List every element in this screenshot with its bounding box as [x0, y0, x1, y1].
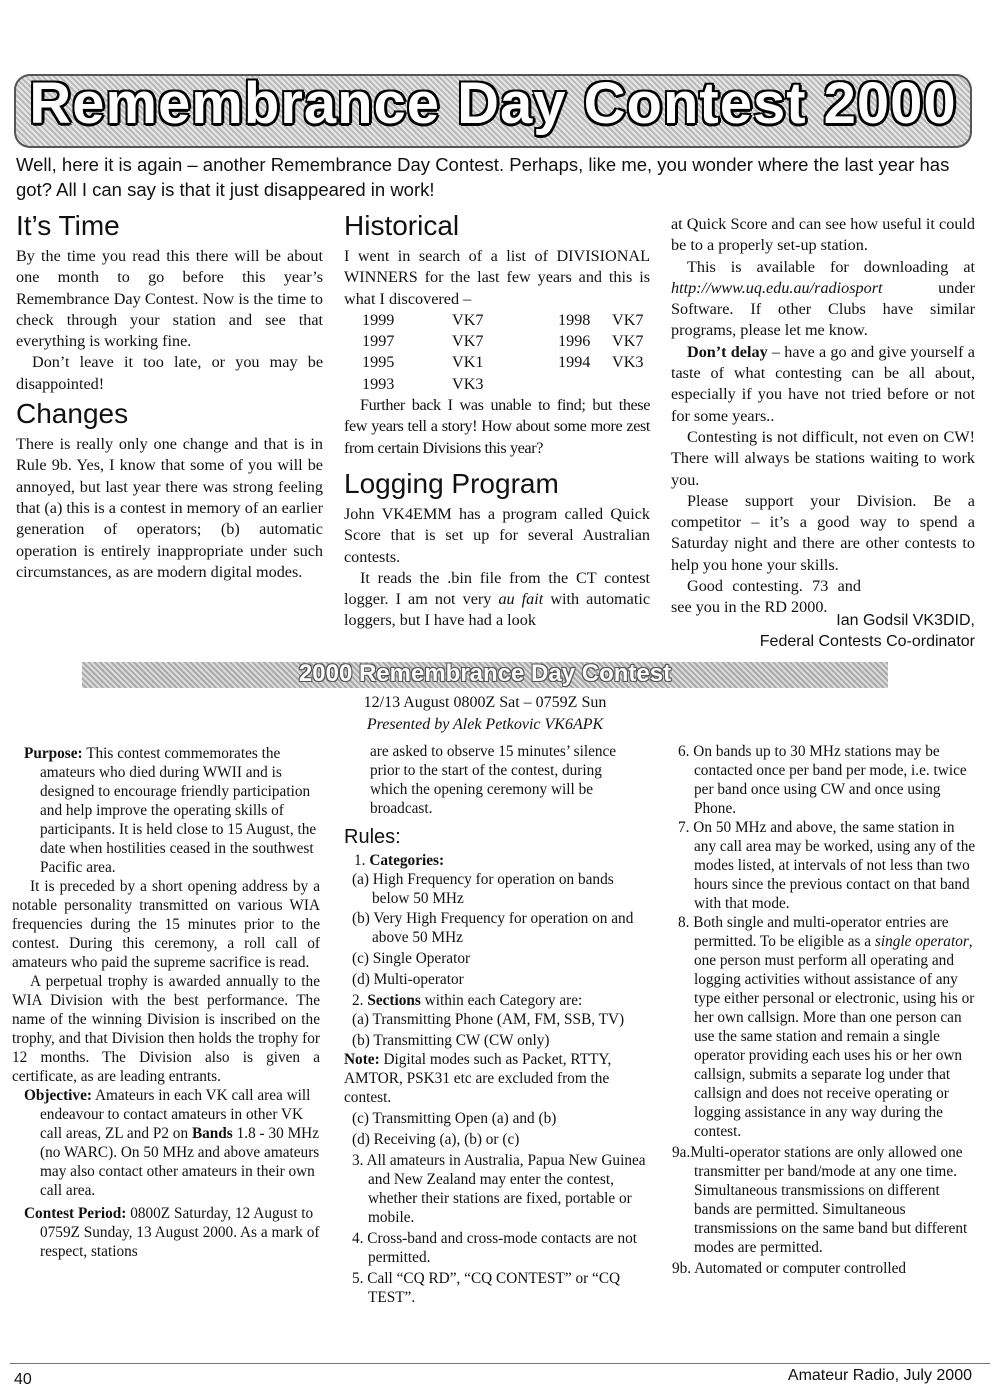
sections-label: Sections [367, 992, 421, 1009]
changes-heading: Changes [16, 398, 129, 430]
winner-call: VK7 [452, 332, 484, 351]
winners-row [362, 352, 643, 373]
contest-dates-block [300, 693, 670, 735]
winner-call: VK1 [452, 353, 484, 372]
contest-dates: 12/13 August 0800Z Sat – 0759Z Sun [363, 694, 607, 711]
rule-4: 4. Cross-band and cross-mode contacts are not permitted. [352, 1230, 638, 1266]
rule-8-text: 8. Both single and multi-operator entries are permitted. To be eligible as a [678, 914, 949, 950]
objective-text: Amateurs in each VK call area will endeavour to contact amateurs in other VK call areas, ZL and P2 on [40, 1087, 311, 1142]
page-title: Remembrance Day Contest 2000 [29, 74, 957, 136]
rule-9b: 9b. Automated or computer controlled [672, 1260, 907, 1277]
winners-table [362, 310, 643, 395]
intro-paragraph: Well, here it is again – another Remembrance Day Contest. Perhaps, like me, you wonder where the last year has got? All I can say is that it just disappeared in work! [16, 154, 950, 200]
signature-title: Federal Contests Co-ordinator [759, 633, 975, 650]
column-3 [671, 214, 975, 619]
logging-text-emphasis: au fait [498, 590, 544, 609]
rule-number: 2. [352, 992, 364, 1009]
rules-banner-title: 2000 Remembrance Day Contest [298, 660, 672, 687]
rule-8-text-b: , one person must perform all operating and logging activities without assistance of any type either personal or electronic, using his or her own callsign. More than one person can use the same station and remain a single operator providing each uses his or her own callsign, submits a separate log under that callsign and does not receive operating or logging assistance in any way during the contest. [694, 933, 975, 1140]
rule-2 [344, 991, 652, 1010]
magazine-issue: Amateur Radio, July 2000 [787, 1367, 972, 1384]
logging-text-b: with automatic loggers, but I have had a look [344, 590, 651, 630]
its-time-heading: It’s Time [16, 210, 120, 241]
objective-label: Objective: [24, 1087, 92, 1104]
winner-year: 1997 [362, 332, 395, 351]
rule-1 [344, 851, 652, 870]
trophy-paragraph: A perpetual trophy is awarded annually to the WIA Division with the best performance. The name of the winning Division is inscribed on the trophy, and that Division then holds the trophy for 12 months. The Division also is given a certificate, as are leading entrants. [12, 973, 320, 1085]
rule-number: 1. [354, 852, 366, 869]
rules-column-2 [344, 742, 652, 1307]
winners-row [362, 310, 643, 331]
column-2 [344, 210, 650, 632]
ceremony-paragraph: It is preceded by a short opening address by a notable personality transmitted on various WIA frequencies during the 15 minutes prior to the contest. During this ceremony, a roll call of amateurs who paid the supreme sacrifice is read. [12, 878, 320, 971]
winner-year: 1994 [558, 353, 591, 372]
column-1 [16, 210, 323, 583]
rule-1a: (a) High Frequency for operation on bands below 50 MHz [352, 871, 614, 907]
rule-2a: (a) Transmitting Phone (AM, FM, SSB, TV) [352, 1011, 625, 1028]
objective-paragraph [12, 1086, 320, 1200]
winners-row [362, 331, 643, 352]
note-text: Digital modes such as Packet, RTTY, AMTOR, PSK31 etc are excluded from the contest. [344, 1051, 612, 1106]
winner-year: 1999 [362, 310, 395, 329]
download-text: This is available for downloading at [687, 257, 975, 276]
dont-delay-label: Don’t delay [687, 342, 768, 361]
logging-heading: Logging Program [344, 467, 559, 499]
rule-9a: 9a.Multi-operator stations are only allowed one transmitter per band/mode at any one time. Simultaneous transmissions on different bands are permitted. Simultaneous transmissions on the same band but different modes are permitted. [672, 1144, 968, 1256]
rule-2c: (c) Transmitting Open (a) and (b) [352, 1110, 557, 1127]
winner-year [558, 374, 612, 395]
rules-column-1 [12, 744, 320, 1261]
download-url-link[interactable]: http://www.uq.edu.au/radiosport [671, 278, 883, 297]
page-number: 40 [14, 1371, 32, 1388]
rule-1c: (c) Single Operator [352, 950, 471, 967]
winner-year: 1998 [558, 310, 591, 329]
rule-1b: (b) Very High Frequency for operation on and above 50 MHz [352, 910, 634, 946]
rule-2d: (d) Receiving (a), (b) or (c) [352, 1131, 520, 1148]
winners-row [362, 374, 643, 395]
single-operator-emphasis: single operator [874, 933, 969, 950]
rules-heading: Rules: [344, 826, 401, 848]
winner-call [612, 374, 643, 395]
winner-call: VK7 [612, 332, 644, 351]
rule-1d: (d) Multi-operator [352, 971, 464, 988]
signature-name: Ian Godsil VK3DID, [836, 612, 975, 629]
col3-paragraph-3 [671, 342, 975, 427]
rule-3: 3. All amateurs in Australia, Papua New Guinea and New Zealand may enter the contest, whether their stations are fixed, portable or mobile. [352, 1152, 646, 1226]
period-text: 0800Z Saturday, 12 August to 0759Z Sunday, 13 August 2000. As a mark of respect, stations [40, 1205, 320, 1260]
historical-heading: Historical [344, 210, 460, 241]
winner-call: VK3 [452, 374, 484, 393]
rule-7: 7. On 50 MHz and above, the same station in any call area may be worked, using any of the modes listed, at intervals of not less than two hours since the previous contact on that band with that mode. [678, 819, 976, 912]
rule-2b: (b) Transmitting CW (CW only) [352, 1032, 550, 1049]
download-text-b: under Software. If other Clubs have similar programs, please let me know. [671, 278, 975, 340]
silence-paragraph: are asked to observe 15 minutes’ silence prior to the start of the contest, during which the opening ceremony will be broadcast. [370, 743, 617, 817]
categories-label: Categories: [369, 852, 445, 869]
rule-8 [672, 913, 977, 1141]
purpose-label: Purpose: [24, 745, 83, 762]
logging-text-a: It reads the .bin file from the CT contest logger. I am not very [344, 568, 650, 609]
col3-paragraph-2 [671, 257, 975, 342]
logging-paragraph-1: John VK4EMM has a program called Quick Score that is set up for several Australian contests. [344, 504, 650, 566]
col3-paragraph-4: Contesting is not difficult, not even on CW! There will always be stations waiting to work you. [671, 427, 975, 489]
col3-paragraph-1: at Quick Score and can see how useful it could be to a properly set-up station. [671, 215, 975, 255]
its-time-paragraph-1: By the time you read this there will be about one month to go before this year’s Remembrance Day Contest. Now is the time to check through your station and see that everything is working fine. [16, 247, 323, 351]
period-label: Contest Period: [24, 1205, 127, 1222]
winner-year: 1996 [558, 332, 591, 351]
dont-delay-text: – have a go and give yourself a taste of what contesting can be all about, especially if you have not tried before or not for some years.. [671, 342, 975, 425]
sections-text: within each Category are: [420, 992, 583, 1009]
winner-year: 1993 [362, 374, 395, 393]
col3-paragraph-6: Good contesting. 73 and see you in the RD 2000. [671, 577, 861, 617]
logging-paragraph-2 [344, 568, 650, 632]
purpose-paragraph [12, 744, 320, 877]
title-banner [14, 74, 972, 148]
bands-label: Bands [191, 1125, 233, 1142]
col3-paragraph-5: Please support your Division. Be a competitor – it’s a good way to spend a Saturday night and there are other contests to help you hone your skills. [671, 491, 975, 574]
note-label: Note: [344, 1051, 380, 1068]
winner-call: VK7 [612, 310, 644, 329]
rule-5: 5. Call “CQ RD”, “CQ CONTEST” or “CQ TEST”. [352, 1270, 621, 1306]
purpose-text: This contest commemorates the amateurs who died during WWII and is designed to encourage friendly participation and help improve the operating skills of participants. It is held close to 15 August, the date when hostilities ceased in the southwest Pacific area. [40, 745, 317, 876]
winner-year: 1995 [362, 353, 395, 372]
winner-call: VK3 [612, 353, 644, 372]
its-time-paragraph-2: Don’t leave it too late, or you may be disappointed! [16, 353, 323, 393]
changes-paragraph: There is really only one change and that is in Rule 9b. Yes, I know that some of you will be annoyed, but last year there was strong feeling that (a) this is a contest in memory of an earlier generation of operators; (b) automatic operation is entirely inappropriate under such circumstances, as are modern digital modes. [16, 435, 323, 581]
note-paragraph [344, 1050, 652, 1107]
objective-text-b: 1.8 - 30 MHz (no WARC). On 50 MHz and above amateurs may also contact other amateurs in their own call area. [40, 1125, 320, 1199]
winner-call: VK7 [452, 310, 484, 329]
period-paragraph [12, 1204, 320, 1261]
rules-banner [82, 662, 888, 688]
rule-6: 6. On bands up to 30 MHz stations may be contacted once per band per mode, i.e. twice per band once using CW and once using Phone. [678, 743, 967, 817]
footer-divider [10, 1363, 990, 1364]
historical-paragraph-2: Further back I was unable to find; but these few years tell a story! How about some more zest from certain Divisions this year? [344, 396, 650, 457]
rules-column-3 [672, 742, 977, 1278]
presented-by: Presented by Alek Petkovic VK6APK [366, 716, 604, 733]
historical-paragraph-1: I went in search of a list of DIVISIONAL WINNERS for the last few years and this is what I discovered – [344, 247, 650, 308]
